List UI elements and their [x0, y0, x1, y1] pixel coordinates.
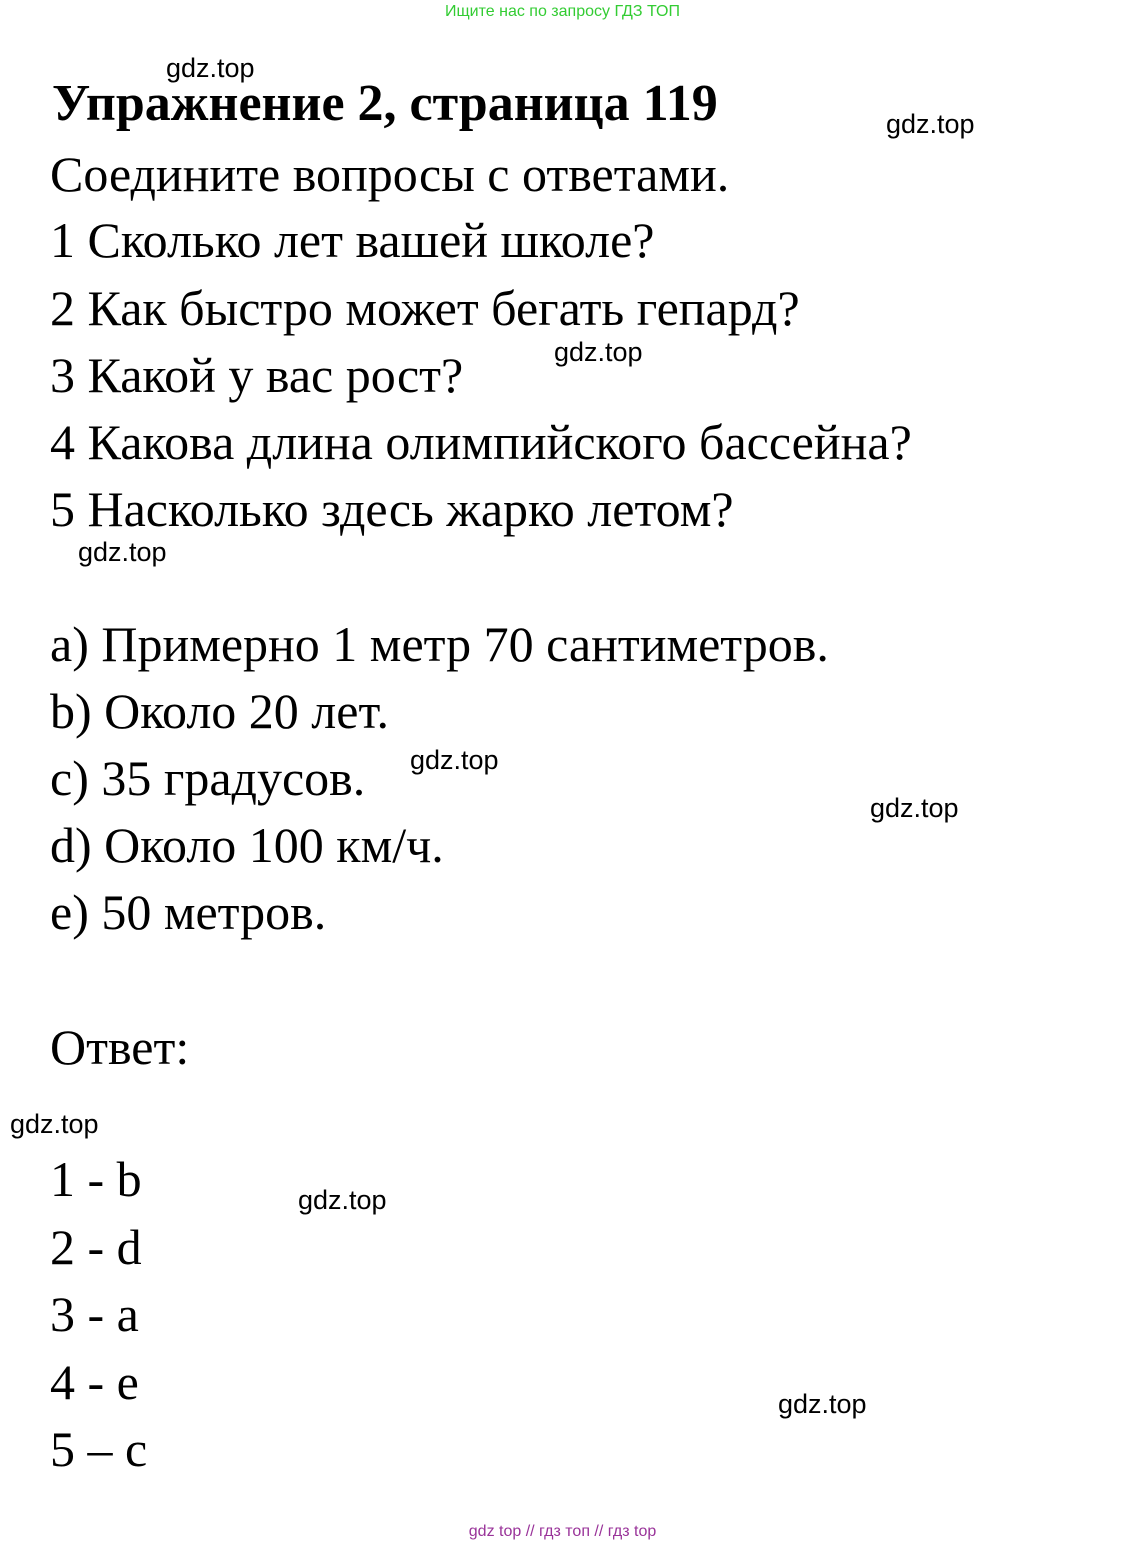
watermark: gdz.top [886, 109, 975, 139]
answer-2: 2 - d [50, 1219, 142, 1275]
answer-3: 3 - a [50, 1286, 139, 1342]
answer-1: 1 - b [50, 1151, 142, 1207]
watermark: gdz.top [298, 1185, 387, 1215]
watermark: gdz.top [554, 337, 643, 367]
watermark: gdz.top [78, 537, 167, 567]
question-1: 1 Сколько лет вашей школе? [50, 212, 655, 268]
instruction-text: Соедините вопросы с ответами. [50, 146, 730, 202]
question-5: 5 Насколько здесь жарко летом? [50, 481, 734, 537]
option-b: b) Около 20 лет. [50, 683, 390, 739]
question-4: 4 Какова длина олимпийского бассейна? [50, 414, 912, 470]
exercise-title: Упражнение 2, страница 119 [52, 75, 718, 132]
footer-text[interactable]: gdz top // гдз топ // гдз top [468, 1523, 657, 1540]
option-d: d) Около 100 км/ч. [50, 817, 444, 873]
answer-5: 5 – c [50, 1421, 148, 1477]
top-banner[interactable]: Ищите нас по запросу ГДЗ ТОП [445, 3, 680, 20]
option-a: a) Примерно 1 метр 70 сантиметров. [50, 616, 829, 672]
watermark: gdz.top [410, 745, 499, 775]
answer-4: 4 - e [50, 1354, 139, 1410]
watermark: gdz.top [10, 1109, 99, 1139]
watermark: gdz.top [870, 793, 959, 823]
question-3: 3 Какой у вас рост? [50, 347, 464, 403]
answer-label: Ответ: [50, 1019, 190, 1075]
option-e: e) 50 метров. [50, 884, 327, 940]
watermark: gdz.top [778, 1389, 867, 1419]
watermark: gdz.top [166, 53, 255, 83]
question-2: 2 Как быстро может бегать гепард? [50, 280, 800, 336]
option-c: c) 35 градусов. [50, 750, 366, 806]
